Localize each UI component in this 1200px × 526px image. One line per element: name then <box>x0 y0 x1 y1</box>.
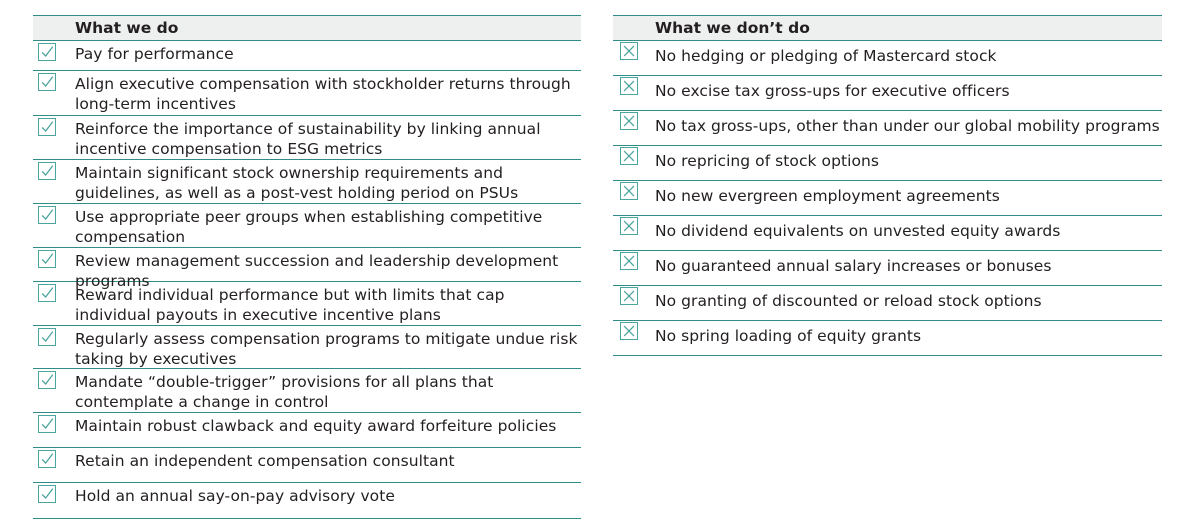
dont-item-row <box>613 111 1162 146</box>
x-box-icon <box>620 42 638 60</box>
item-text: Mandate “double-trigger” provisions for all plans that contemplate a change in control <box>75 373 494 411</box>
check-box-icon <box>38 206 56 224</box>
dont-item-row <box>613 181 1162 216</box>
check-box-icon <box>38 328 56 346</box>
check-box-icon <box>38 450 56 468</box>
check-box-icon <box>38 485 56 503</box>
item-text: Maintain robust clawback and equity award forfeiture policies <box>75 417 557 435</box>
item-text: No repricing of stock options <box>655 152 879 170</box>
x-box-icon <box>620 147 638 165</box>
do-item-row <box>33 483 581 519</box>
item-text: Hold an annual say-on-pay advisory vote <box>75 487 395 505</box>
x-box-icon <box>620 182 638 200</box>
check-box-icon <box>38 250 56 268</box>
x-box-icon <box>620 287 638 305</box>
item-text: Reward individual performance but with limits that cap individual payouts in executive incentive plans <box>75 286 505 324</box>
dont-item-row <box>613 321 1162 356</box>
item-text: No granting of discounted or reload stock options <box>655 292 1042 310</box>
do-item-row <box>33 448 581 483</box>
item-text: Pay for performance <box>75 45 234 63</box>
top-rule <box>33 0 581 16</box>
what-we-dont-do-column <box>613 0 1162 356</box>
item-text: Reinforce the importance of sustainability by linking annual incentive compensation to ESG metrics <box>75 120 541 158</box>
do-item-row <box>33 282 581 326</box>
what-we-do-heading: What we do <box>33 16 581 41</box>
item-text: No new evergreen employment agreements <box>655 187 1000 205</box>
item-text: No tax gross-ups, other than under our global mobility programs <box>655 117 1160 135</box>
dont-item-row <box>613 41 1162 76</box>
dont-item-row <box>613 216 1162 251</box>
item-text: No dividend equivalents on unvested equity awards <box>655 222 1061 240</box>
what-we-dont-do-list <box>613 41 1162 356</box>
do-item-row <box>33 413 581 448</box>
check-box-icon <box>38 73 56 91</box>
item-text: Retain an independent compensation consultant <box>75 452 455 470</box>
x-box-icon <box>620 77 638 95</box>
what-we-dont-do-heading: What we don’t do <box>613 16 1162 41</box>
check-box-icon <box>38 118 56 136</box>
what-we-do-column <box>33 0 581 519</box>
check-box-icon <box>38 162 56 180</box>
item-text: No excise tax gross-ups for executive officers <box>655 82 1010 100</box>
what-we-do-list <box>33 41 581 519</box>
do-item-row <box>33 248 581 290</box>
item-text: Review management succession and leadership development programs <box>75 252 559 290</box>
do-item-row <box>33 41 581 71</box>
do-item-row <box>33 326 581 369</box>
do-item-row <box>33 71 581 116</box>
item-text: No spring loading of equity grants <box>655 327 922 345</box>
item-text: Regularly assess compensation programs to mitigate undue risk taking by executives <box>75 330 578 368</box>
dont-item-row <box>613 251 1162 286</box>
x-box-icon <box>620 322 638 340</box>
top-rule <box>613 0 1162 16</box>
item-text: Maintain significant stock ownership requirements and guidelines, as well as a post-vest holding period on PSUs <box>75 164 519 202</box>
dont-item-row <box>613 146 1162 181</box>
x-box-icon <box>620 252 638 270</box>
check-box-icon <box>38 43 56 61</box>
x-box-icon <box>620 217 638 235</box>
do-item-row <box>33 369 581 413</box>
x-box-icon <box>620 112 638 130</box>
check-box-icon <box>38 371 56 389</box>
check-box-icon <box>38 284 56 302</box>
item-text: No guaranteed annual salary increases or bonuses <box>655 257 1052 275</box>
do-item-row <box>33 160 581 204</box>
do-item-row <box>33 116 581 160</box>
do-item-row <box>33 204 581 248</box>
item-text: Use appropriate peer groups when establishing competitive compensation <box>75 208 543 246</box>
item-text: Align executive compensation with stockholder returns through long-term incentives <box>75 75 571 113</box>
check-box-icon <box>38 415 56 433</box>
dont-item-row <box>613 286 1162 321</box>
item-text: No hedging or pledging of Mastercard stock <box>655 47 997 65</box>
dont-item-row <box>613 76 1162 111</box>
